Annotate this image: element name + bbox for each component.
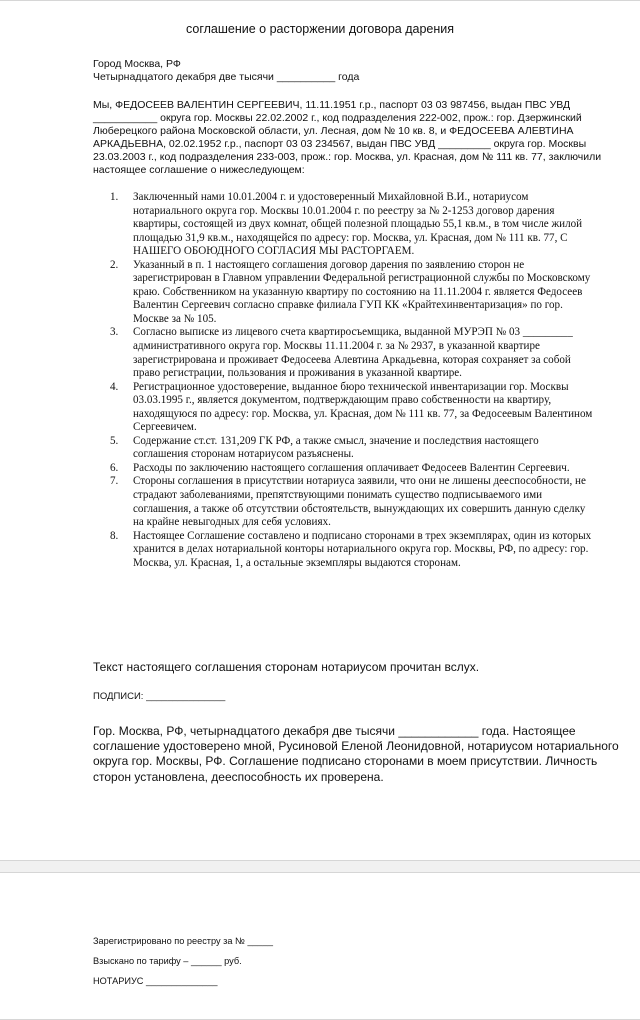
clause-item (110, 259, 595, 327)
clause-item (110, 530, 595, 571)
clause-item (110, 475, 595, 529)
clause-number: 4. (110, 380, 119, 393)
clause-number: 7. (110, 475, 119, 488)
document-date-line: Четырнадцатого декабря две тысячи __________ года (93, 71, 360, 83)
clause-text: Содержание ст.ст. 131,209 ГК РФ, а также смысл, значение и последствия настоящего соглашения сторонам нотариусом разъяснены. (133, 434, 539, 461)
clauses-list (110, 191, 595, 570)
clause-item (110, 381, 595, 435)
clause-text: Расходы по заключению настоящего соглашения оплачивает Федосеев Валентин Сергеевич. (133, 461, 570, 474)
clause-text: Настоящее Соглашение составлено и подписано сторонами в трех экземплярах, один из которых хранится в делах нотариальной конторы нотариального округа гор. Москвы, РФ, по адресу: гор. Москва, ул. Красная, 1, а остальные экземпляры выдаются сторонам. (133, 529, 592, 569)
clause-text: Указанный в п. 1 настоящего соглашения договор дарения по заявлению сторон не зарегистрирован в Главном управлении Федеральной регистрационной службы по Московскому краю. Собственником на указанную квартиру по состоянию на 11.11.2004 г. является Федосеев Валентин Сергеевич согласно справке филиала ГУП КК «Крайтехинвентаризация» по гор. Москве за № 105. (133, 258, 591, 325)
clause-number: 5. (110, 434, 119, 447)
read-aloud-note: Текст настоящего соглашения сторонам нотариусом прочитан вслух. (93, 660, 480, 674)
fee-line: Взыскано по тарифу – ______ руб. (93, 956, 242, 966)
document-city: Город Москва, РФ (93, 58, 181, 70)
clause-number: 1. (110, 191, 119, 203)
clause-number: 6. (110, 461, 119, 474)
document-title: соглашение о расторжении договора дарения (186, 22, 454, 36)
clause-item (110, 326, 595, 380)
clause-number: 8. (110, 529, 119, 542)
notary-signature-line: НОТАРИУС ______________ (93, 976, 218, 986)
signatures-line: ПОДПИСИ: _______________ (93, 691, 226, 702)
clause-number: 2. (110, 258, 119, 271)
parties-paragraph: Мы, ФЕДОСЕЕВ ВАЛЕНТИН СЕРГЕЕВИЧ, 11.11.1951 г.р., паспорт 03 03 987456, выдан ПВС УВД ___________ округа гор. Москвы 22.02.2002 г., код подразделения 222-002, прож.: гор. Дзержинский Люберецкого района Московской области, ул. Лесная, дом № 10 кв. 8, и ФЕДОСЕЕВА АЛЕВТИНА АРКАДЬЕВНА, 02.02.1952 г.р., паспорт 03 03 234567, выдан ПВС УВД _________ округа гор. Москвы 23.03.2003 г., код подразделения 233-003, прож.: гор. Москва, ул. Красная, дом № 111 кв. 77, заключили настоящее соглашение о нижеследующем: (93, 99, 602, 177)
registry-line: Зарегистрировано по реестру за № _____ (93, 936, 273, 946)
clause-text: Стороны соглашения в присутствии нотариуса заявили, что они не лишены дееспособности, не страдают заболеваниями, препятствующими понимать существо подписываемого ими соглашения, а также об отсутствии обстоятельств, вынуждающих их совершить данную сделку на крайне невыгодных для себя условиях. (133, 475, 586, 529)
clause-item (110, 191, 595, 259)
clause-item (110, 435, 595, 462)
clause-item (110, 462, 595, 476)
clause-number: 3. (110, 326, 119, 339)
clause-text: Заключенный нами 10.01.2004 г. и удостоверенный Михайловной В.И., нотариусом нотариального округа гор. Москвы 10.01.2004 г. по реестру за № 2-1253 договор дарения квартиры, состоящей из двух комнат, общей полезной площадью 55,1 кв.м., в том числе жилой площадью 31,9 кв.м., находящейся по адресу: гор. Москва, ул. Красная, дом № 111 кв. 77, С НАШЕГО ОБОЮДНОГО СОГЛАСИЯ МЫ РАСТОРГАЕМ. (133, 191, 583, 258)
clause-text: Согласно выписке из лицевого счета квартиросъемщика, выданной МУРЭП № 03 _________ административного округа гор. Москвы 11.11.2004 г. за № 2937, в указанной квартире зарегистрирована и проживает Федосеева Алевтина Аркадьевна, которая сохраняет за собой право регистрации, пользования и проживания в указанной квартире. (133, 326, 573, 380)
clause-text: Регистрационное удостоверение, выданное бюро технической инвентаризации гор. Москвы 03.03.1995 г., является документом, подтверждающим право собственности на квартиру, находящуюся по адресу: гор. Москва, ул. Красная, дом № 111 кв. 77, за Федосеевым Валентином Сергеевичем. (133, 380, 593, 434)
notary-certification: Гор. Москва, РФ, четырнадцатого декабря две тысячи ____________ года. Настоящее соглашение удостоверено мной, Русиновой Еленой Леонидовной, нотариусом нотариального округа гор. Москвы, РФ. Соглашение подписано сторонами в моем присутствии. Личность сторон установлена, дееспособность их проверена. (93, 724, 619, 784)
